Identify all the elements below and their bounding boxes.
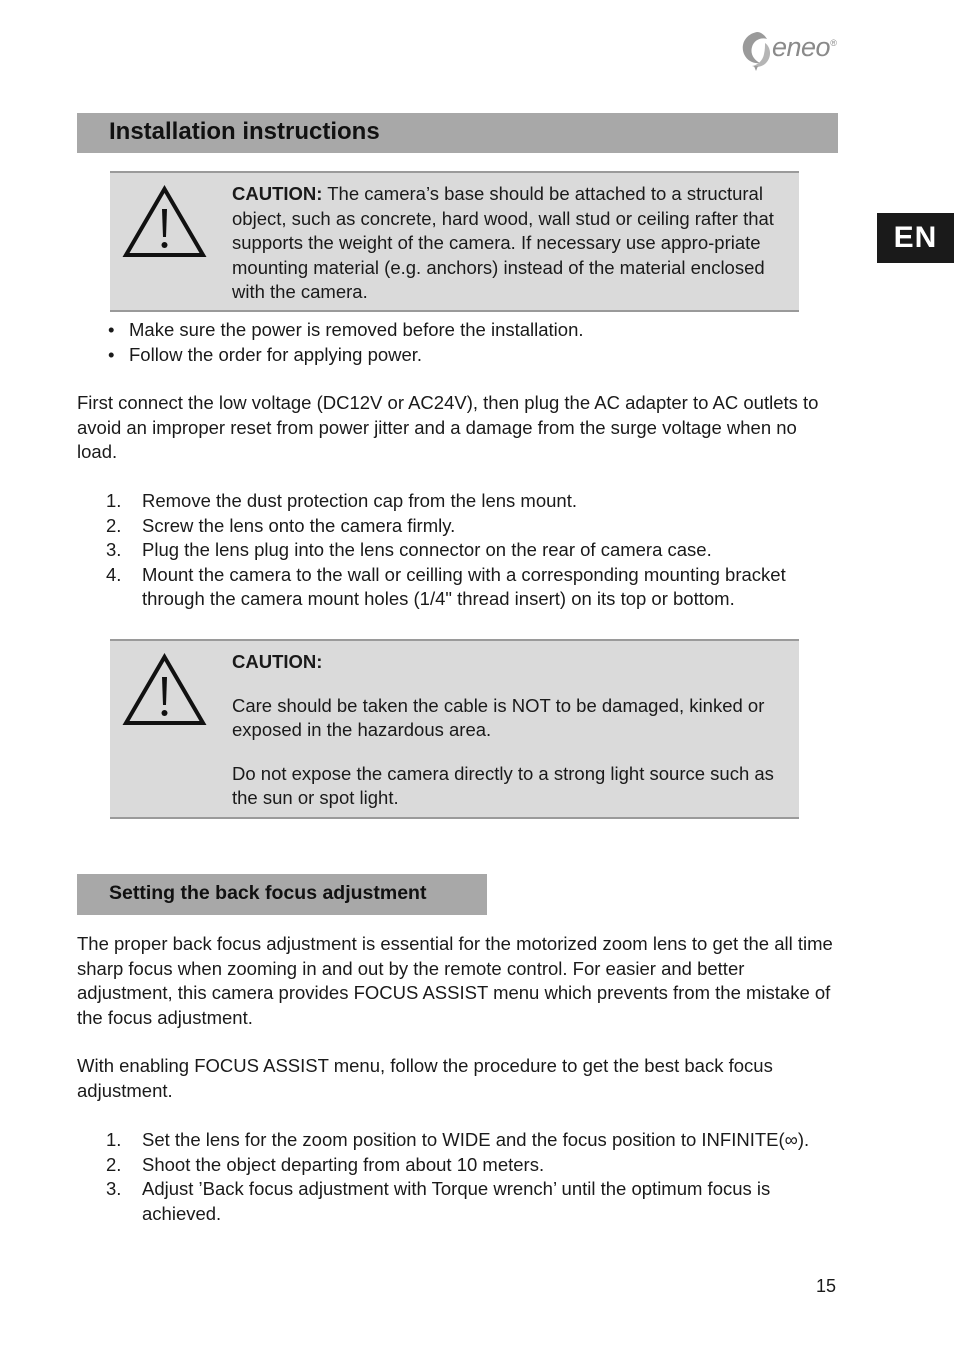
list-item-text: Follow the order for applying power. [129,343,423,365]
step-text: Screw the lens onto the camera firmly. [142,514,456,536]
bullet-list [108,318,828,367]
language-label: EN [893,221,938,254]
caution-body: Do not expose the camera directly to a strong light source such as the sun or spot light. [232,762,774,808]
step-text: Adjust ’Back focus adjustment with Torque wrench’ until the optimum focus is achieved. [142,1178,771,1224]
caution-body: Care should be taken the cable is NOT to be damaged, kinked or exposed in the hazardous area. [232,694,765,740]
focus-paragraph: With enabling FOCUS ASSIST menu, follow the procedure to get the best back focus adjustment. [77,1055,773,1101]
installation-steps [106,489,836,612]
caution-label: CAUTION: [232,183,323,204]
step-text: Set the lens for the zoom position to WIDE and the focus position to INFINITE(∞). [142,1129,810,1150]
caution-box [110,639,799,819]
page-number: 15 [816,1276,837,1296]
list-item [106,489,836,514]
power-paragraph: First connect the low voltage (DC12V or AC24V), then plug the AC adapter to AC outlets to avoid an improper reset from power jitter and a damage from the surge voltage when no load. [77,392,819,463]
subsection-header [77,874,487,915]
focus-steps [106,1128,836,1226]
step-number: 2. [106,1153,122,1175]
step-text: Plug the lens plug into the lens connector on the rear of camera case. [142,539,712,561]
caution-text [232,182,785,305]
step-number: 3. [106,1178,122,1200]
eneo-swirl-icon [740,30,774,72]
step-number: 2. [106,514,122,536]
list-item [106,1128,836,1153]
warning-icon [122,653,207,727]
step-text: Mount the camera to the wall or ceilling with a corresponding mounting bracket through the camera mount holes (1/4" thread insert) on its top or bottom. [142,563,786,610]
step-number: 1. [106,1129,122,1150]
subsection-title: Setting the back focus adjustment [109,882,427,904]
section-header [77,113,838,153]
list-item [108,343,828,368]
section-title: Installation instructions [109,118,380,145]
list-item-text: Make sure the power is removed before the installation. [129,319,584,340]
brand-logo [740,30,840,72]
bullet-marker: • [108,343,115,365]
brand-name: eneo® [772,32,837,62]
step-number: 3. [106,539,122,561]
step-number: 4. [106,563,122,585]
step-text: Remove the dust protection cap from the lens mount. [142,490,577,511]
list-item [108,318,828,343]
step-text: Shoot the object departing from about 10 meters. [142,1153,545,1175]
list-item [106,514,836,539]
warning-icon [122,185,207,259]
bullet-marker: • [108,319,115,340]
list-item [106,1153,836,1178]
list-item [106,563,836,612]
list-item [106,538,836,563]
focus-paragraph: The proper back focus adjustment is essential for the motorized zoom lens to get the all time sharp focus when zooming in and out by the remote control. For easier and better adjustment, this camera provides FOCUS ASSIST menu which prevents from the mistake of the focus adjustment. [77,933,833,1028]
language-tab [877,213,954,263]
caution-box [110,171,799,312]
list-item [106,1177,836,1226]
caution-label: CAUTION: [232,651,323,672]
step-number: 1. [106,490,122,511]
caution-text [232,650,785,811]
caution-body: The camera’s base should be attached to a structural object, such as concrete, hard wood, wall stud or ceiling rafter that supports the weight of the camera. If necessary use appro-priate mounting material (e.g. anchors) instead of the material enclosed with the camera. [232,183,774,302]
